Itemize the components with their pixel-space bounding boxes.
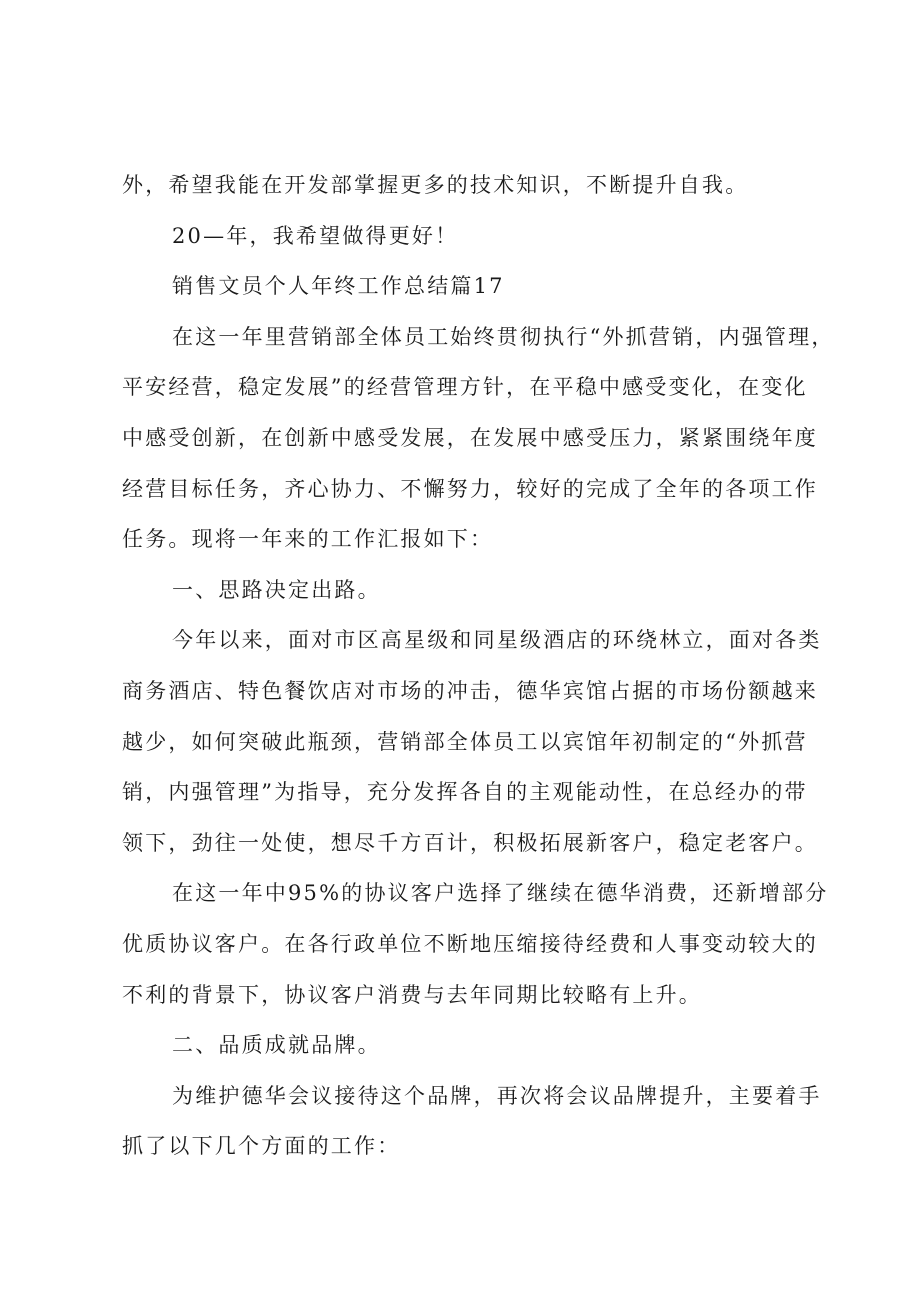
- paragraph-line: 领下，劲往一处使，想尽千方百计，积极拓展新客户，稳定老客户。: [122, 830, 818, 855]
- subheading: 一、思路决定出路。: [172, 577, 381, 602]
- paragraph-line: 经营目标任务，齐心协力、不懈努力，较好的完成了全年的各项工作: [122, 476, 818, 501]
- paragraph-line: 平安经营，稳定发展”的经营管理方针，在平稳中感受变化，在变化: [122, 375, 808, 400]
- paragraph-line: 今年以来，面对市区高星级和同星级酒店的环绕林立，面对各类: [172, 628, 822, 653]
- paragraph-line: 外，希望我能在开发部掌握更多的技术知识，不断提升自我。: [122, 173, 749, 197]
- paragraph-line: 越少，如何突破此瓶颈，营销部全体员工以宾馆年初制定的“外抓营: [122, 729, 808, 754]
- paragraph-line: 20—年，我希望做得更好！: [172, 223, 459, 248]
- paragraph-line: 为维护德华会议接待这个品牌，再次将会议品牌提升，主要着手: [172, 1083, 822, 1108]
- section-title: 销售文员个人年终工作总结篇17: [172, 274, 505, 299]
- document-body: [122, 160, 835, 1172]
- paragraph-line: 不利的背景下，协议客户消费与去年同期比较略有上升。: [122, 982, 702, 1007]
- paragraph-line: 中感受创新，在创新中感受发展，在发展中感受压力，紧紧围绕年度: [122, 425, 818, 450]
- paragraph-line: 在这一年里营销部全体员工始终贯彻执行“外抓营销，内强管理，: [172, 324, 835, 349]
- paragraph-line: 销，内强管理”为指导，充分发挥各自的主观能动性，在总经办的带: [122, 780, 808, 805]
- paragraph-line: 商务酒店、特色餐饮店对市场的冲击，德华宾馆占据的市场份额越来: [122, 678, 818, 703]
- subheading: 二、品质成就品牌。: [172, 1033, 381, 1058]
- paragraph-line: 任务。现将一年来的工作汇报如下：: [122, 527, 494, 552]
- paragraph-line: 优质协议客户。在各行政单位不断地压缩接待经费和人事变动较大的: [122, 931, 818, 956]
- paragraph-line: 抓了以下几个方面的工作：: [122, 1134, 401, 1159]
- paragraph-line: 在这一年中95%的协议客户选择了继续在德华消费，还新增部分: [172, 881, 829, 906]
